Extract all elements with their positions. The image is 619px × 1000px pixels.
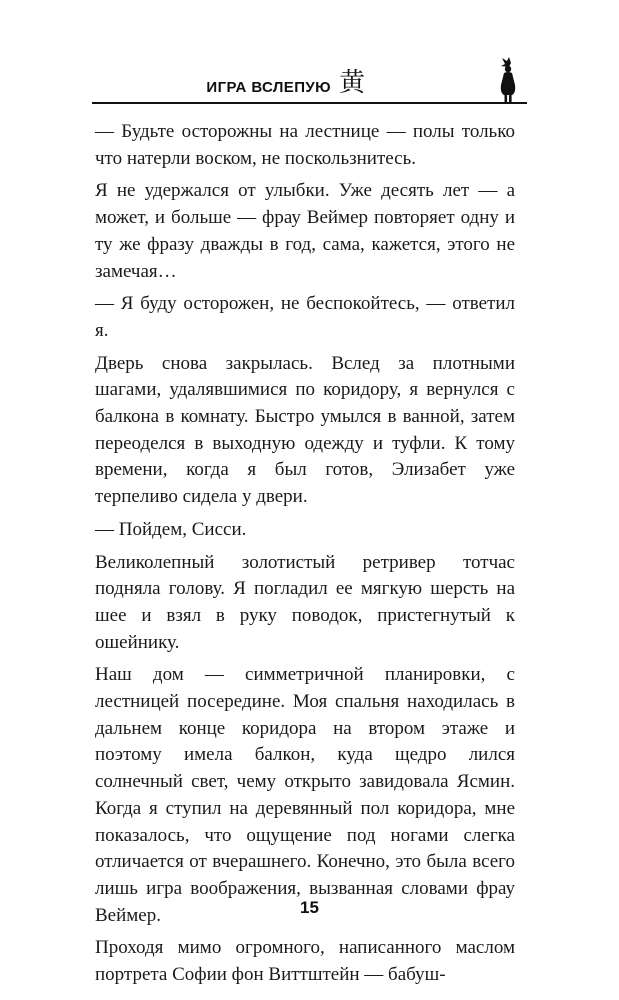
page-number: 15	[300, 898, 319, 917]
page-header	[0, 0, 619, 110]
paragraph: Я не удержался от улыбки. Уже десять лет — а может, и больше — фрау Веймер повторяет одну и ту же фразу дважды в год, сама, кажется, этого не замечая…	[95, 180, 515, 282]
paragraph: Дверь снова закрылась. Вслед за плотными шагами, удалявшимися по коридору, я вернулся с балкона в комнату. Быстро умылся в ванной, затем переоделся в выходную одежду и туфли. К тому времени, когда я был готов, Элизабет уже терпеливо сидела у двери.	[95, 352, 515, 508]
paragraph: Проходя мимо огромного, написанного маслом портрета Софии фон Виттштейн — бабуш-	[95, 937, 515, 986]
paragraph: — Я буду осторожен, не беспокойтесь, — ответил я.	[95, 293, 515, 341]
paragraph: — Пойдем, Сисси.	[95, 518, 247, 540]
paragraph: Великолепный золотистый ретривер тотчас подняла голову. Я погладил ее мягкую шерсть на шее и взял в руку поводок, пристегнутый к ошейнику.	[95, 551, 515, 653]
standing-figure-icon	[491, 55, 521, 103]
paragraph: Наш дом — симметричной планировки, с лестницей посередине. Моя спальня находилась в дальнем конце коридора на втором этаже и поэтому имела балкон, куда щедро лился солнечный свет, чему открыто завидовала Ясмин. Когда я ступил на деревянный пол коридора, мне показалось, что ощущение под ногами слегка отличается от вчерашнего. Конечно, это была всего лишь игра воображения, вызванная словами фрау Веймер.	[95, 664, 515, 926]
running-title: ИГРА ВСЛЕПУЮ	[206, 79, 331, 96]
chinese-glyph: 黄	[339, 68, 366, 98]
header-rule	[92, 102, 527, 104]
paragraph: — Будьте осторожны на лестнице — полы только что натерли воском, не поскользнитесь.	[95, 121, 515, 169]
body-text	[95, 119, 515, 989]
